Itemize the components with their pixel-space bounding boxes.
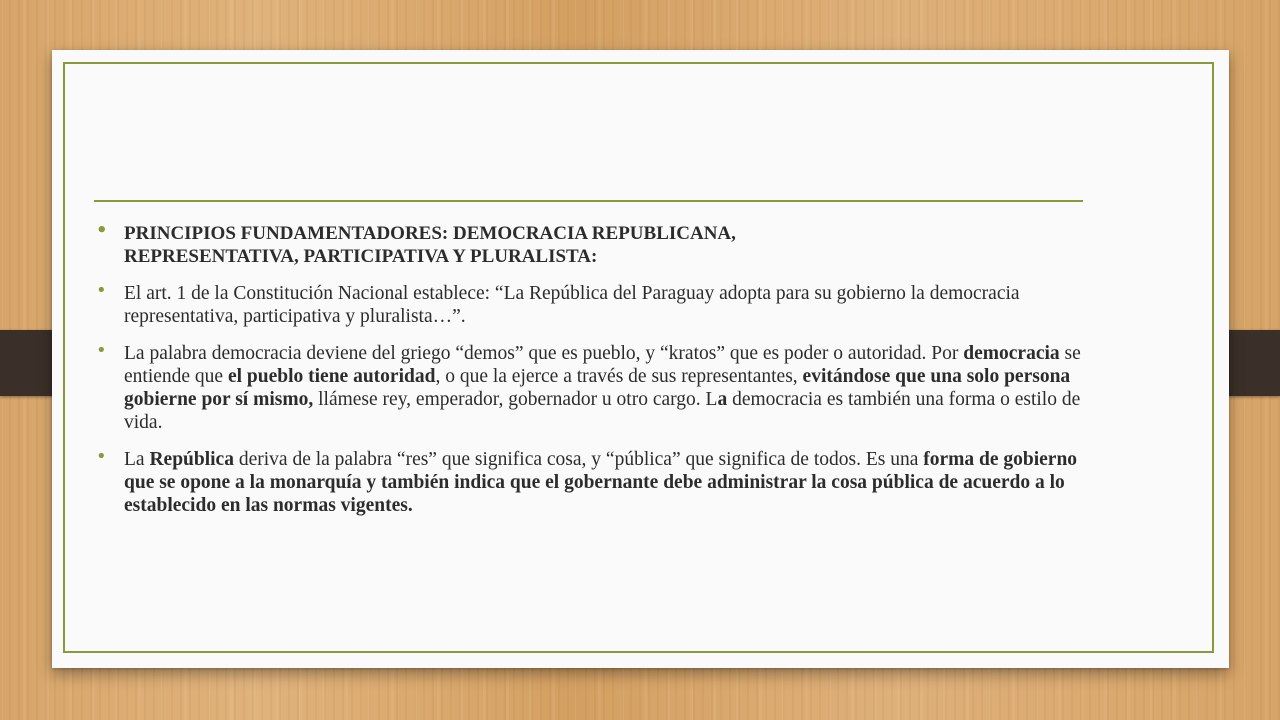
bullet-icon: • (96, 280, 107, 301)
bullet-constitucion (94, 282, 1094, 328)
republica-bold-2: forma de gobierno que se opone a la monarquía y también indica que el gobernante debe administrar la cosa pública de acuerdo a lo establecido en las normas vigentes. (124, 449, 1078, 516)
slide-body (94, 222, 1094, 531)
democracia-text-4: llámese rey, emperador, gobernador u otro cargo. L (313, 389, 718, 410)
democracia-text-1: La palabra democracia deviene del griego “demos” que es pueblo, y “kratos” que es poder o autoridad. Por (124, 343, 964, 364)
bullet-republica (94, 448, 1094, 517)
democracia-text-2: se entiende que (124, 343, 1081, 387)
democracia-text-3: , o que la ejerce a través de sus representantes, (435, 366, 803, 387)
paragraph-constitucion: El art. 1 de la Constitución Nacional establece: “La República del Paraguay adopta para su gobierno la democracia representativa, participativa y pluralista…”. (124, 283, 1020, 327)
republica-text-2: deriva de la palabra “res” que significa cosa, y “pública” que significa de todos. Es una (233, 449, 924, 470)
democracia-bold-2: el pueblo tiene autoridad (227, 366, 436, 387)
democracia-bold-3: evitándose que una solo persona gobierne por sí mismo, (124, 366, 1071, 410)
bullet-icon: • (96, 340, 107, 361)
bullet-icon: • (96, 220, 108, 241)
democracia-bold-1: democracia (963, 343, 1060, 364)
heading-line-1: PRINCIPIOS FUNDAMENTADORES: DEMOCRACIA REPUBLICANA, (124, 223, 736, 244)
bullet-democracia (94, 342, 1094, 434)
bullet-heading (94, 222, 1094, 268)
bullet-icon: • (96, 446, 107, 467)
democracia-text-5: democracia es también una forma o estilo de vida. (124, 389, 1081, 433)
republica-text-1: La (124, 449, 150, 470)
title-divider (94, 200, 1083, 202)
democracia-bold-4: a (717, 389, 728, 410)
republica-bold-1: República (149, 449, 234, 470)
heading-line-2: REPRESENTATIVA, PARTICIPATIVA Y PLURALISTA: (124, 246, 598, 267)
